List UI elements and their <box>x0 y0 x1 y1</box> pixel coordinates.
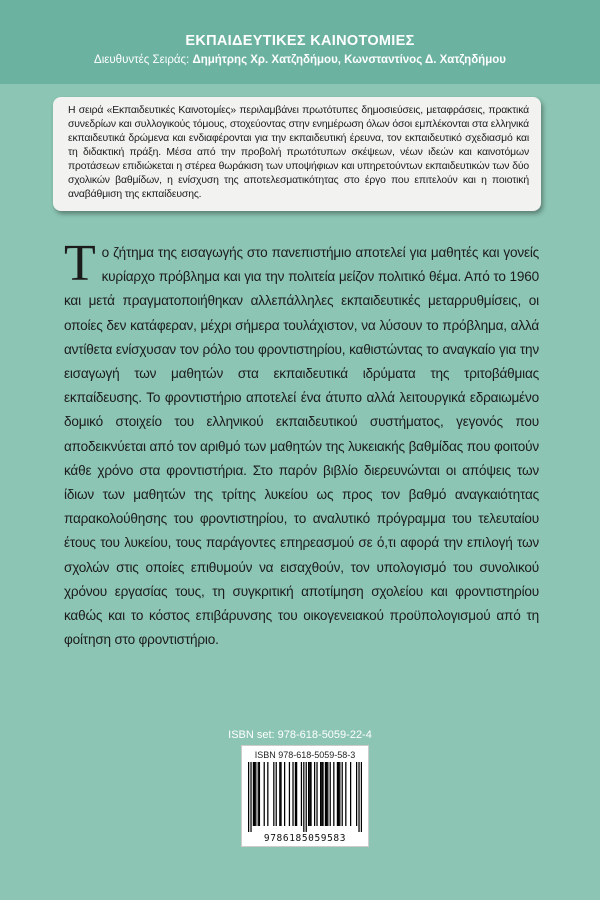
barcode-bar <box>292 762 293 826</box>
series-title: ΕΚΠΑΙΔΕΥΤΙΚΕΣ ΚΑΙΝΟΤΟΜΙΕΣ <box>185 33 415 49</box>
isbn-set: ISBN set: 978-618-5059-22-4 <box>228 729 372 741</box>
barcode-bar <box>316 762 317 826</box>
barcode-bar <box>296 762 297 826</box>
barcode-bar <box>342 762 343 826</box>
barcode-bar <box>325 762 326 826</box>
barcode-bar <box>309 762 310 826</box>
barcode-bar <box>333 762 334 826</box>
barcode-bar <box>306 762 307 832</box>
barcode-bar <box>253 762 254 826</box>
barcode-bar <box>338 762 339 826</box>
blurb-text: ο ζήτημα της εισαγωγής στο πανεπιστήμιο αποτελεί για μαθητές και γονείς κυρίαρχο πρόβλημα και για την πολιτεία μείζον πολιτικό θέμα. Από το 1960 και μετά πραγματοποιήθηκαν αλλεπάλληλες εκπαιδευτικές μεταρρυθμίσεις, οι οποίες δεν κατάφεραν, μέχρι σήμερα τουλάχιστον, να λύσουν το πρόβλημα, αλλά αντίθετα ενίσχυσαν τον ρόλο του φροντιστηρίου, καθιστώντας το αναγκαίο για την εισαγωγή των μαθητών στα εκπαιδευτικά ιδρύματα της τριτοβάθμιας εκπαίδευσης. Το φροντιστήριο αποτελεί ένα άτυπο αλλά λειτουργικά εδραιωμένο δομικό στοιχείο του ελληνικού εκπαιδευτικού συστήματος, γεγονός που αποδεικνύεται από τον αριθμό των μαθητών της λυκειακής βαθμίδας που φοιτούν κάθε χρόνο στα φροντιστήρια. Στο παρόν βιβλίο διερευνώνται οι απόψεις των ίδιων των μαθητών της τρίτης λυκείου ως προς τον βαθμό αναγκαιότητας παρακολούθησης του φροντιστηρίου, το αναλυτικό πρόγραμμα του τελευταίου έτους του λυκείου, τους παράγοντες επηρεασμού σε ό,τι αφορά την επιλογή των σχολών στις οποίες επιθυμούν να εισαχθούν, τον υπολογισμό του συνολικού χρόνου εργασίας τους, τη συγκριτική αποτίμηση σχολείου και φροντιστηρίου καθώς και το κόστος επιβάρυνσης του οικογενειακού προϋπολογισμού από τη φοίτηση στο φροντιστήριο. <box>64 245 539 648</box>
barcode-bar <box>276 762 277 826</box>
barcode-bar <box>345 762 346 826</box>
barcode-bar <box>358 762 359 832</box>
series-description: Η σειρά «Εκπαιδευτικές Καινοτομίες» περιλαμβάνει πρωτότυπες δημοσιεύσεις, μεταφράσεις, πρακτικά συνεδρίων και συλλογικούς τόμους, στοχεύοντας στην ενημέρωση όλων όσοι εμπλέκονται στα ελληνικά εκπαιδευτικά δρώμενα και ενδιαφέρονται για την εκπαιδευτική έρευνα, τον εκπαιδευτικό σχεδιασμό και τη διδακτική πράξη. Μέσα από την προβολή πρωτότυπων σκέψεων, νέων ιδεών και καινοτόμων προτάσεων επιδιώκεται η στέρεα θωράκιση των υποψήφιων και υπηρετούντων εκπαιδευτικών των δύο σχολικών βαθμίδων, η ενίσχυση της αποτελεσματικότητας στο έργο που επιτελούν και η ποιοτική αναβάθμιση της εκπαίδευσης. <box>68 105 529 201</box>
barcode-bar <box>320 762 321 826</box>
barcode-bar <box>308 762 309 826</box>
barcode-bar <box>259 762 260 826</box>
barcode-bar <box>273 762 274 826</box>
barcode-bar <box>254 762 255 826</box>
barcode-bar <box>295 762 296 826</box>
barcode-bar <box>284 762 285 826</box>
barcode-bar <box>327 762 328 826</box>
drop-cap: Τ <box>64 235 96 292</box>
barcode-bar <box>339 762 340 826</box>
isbn-number: ISBN 978-618-5059-58-3 <box>254 750 356 760</box>
directors-names: Δημήτρης Χρ. Χατζηδήμου, Κωνσταντίνος Δ. Χατζηδήμου <box>192 54 506 66</box>
barcode-bar <box>255 762 256 826</box>
barcode-icon <box>248 762 362 832</box>
barcode-bar <box>322 762 323 826</box>
barcode-bar <box>289 762 290 826</box>
barcode-bar <box>264 762 265 826</box>
barcode-bar <box>248 762 249 832</box>
barcode-bar <box>350 762 351 826</box>
barcode-bar <box>280 762 281 826</box>
barcode-bar <box>303 762 304 832</box>
barcode-bar <box>361 762 362 832</box>
series-directors <box>0 54 600 66</box>
barcode-bar <box>279 762 280 826</box>
barcode-digits: 9786185059583 <box>263 833 347 844</box>
barcode-bar <box>250 762 251 832</box>
barcode-label <box>241 745 369 847</box>
book-blurb <box>64 235 539 652</box>
barcode-bar <box>258 762 259 826</box>
barcode-bar <box>310 762 311 826</box>
barcode-bar <box>326 762 327 826</box>
barcode-bar <box>321 762 322 826</box>
barcode-bar <box>337 762 338 826</box>
directors-label: Διευθυντές Σειράς: <box>94 54 190 66</box>
barcode-bar <box>330 762 331 826</box>
series-description-box <box>53 97 541 211</box>
barcode-bar <box>301 762 302 826</box>
barcode-bar <box>267 762 268 826</box>
barcode-bar <box>314 762 315 826</box>
barcode-bar <box>356 762 357 826</box>
